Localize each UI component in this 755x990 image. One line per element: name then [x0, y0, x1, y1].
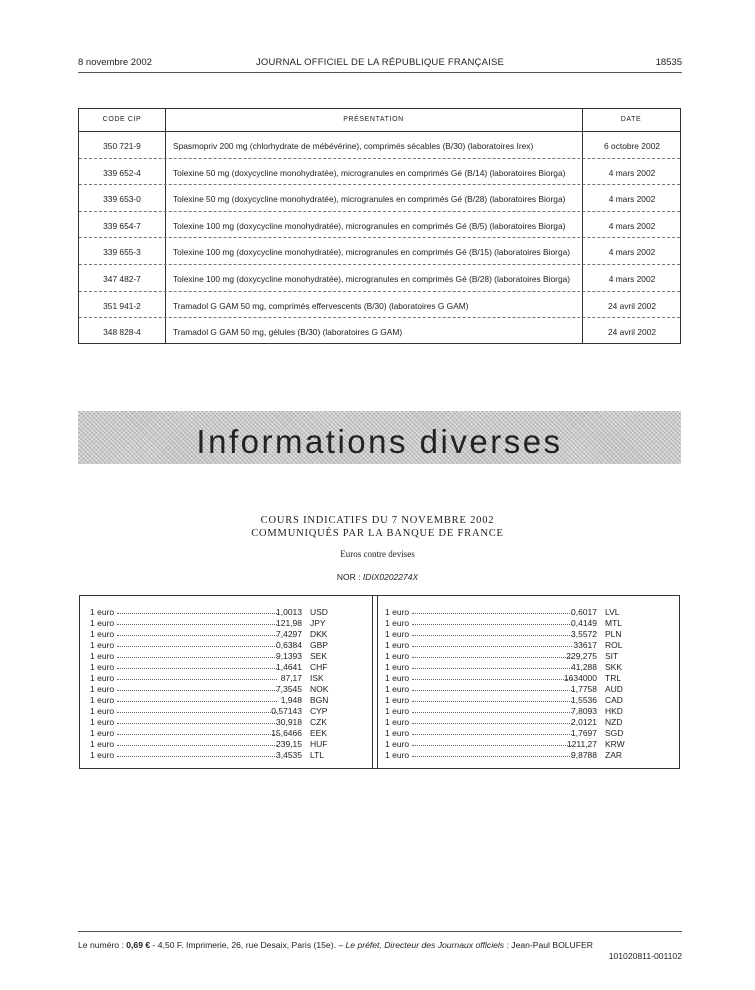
rate-value: 15,6466	[271, 728, 302, 738]
cell-presentation: Tolexine 50 mg (doxycycline monohydratée), microgranules en comprimés Gé (B/28) (laboratoires Biorga)	[173, 194, 566, 205]
table-row	[79, 294, 680, 318]
currency-code: ISK	[310, 673, 324, 683]
list-item	[90, 739, 370, 750]
currency-code: MTL	[605, 618, 622, 628]
cell-presentation: Tolexine 100 mg (doxycycline monohydratée), microgranules en comprimés Gé (B/28) (laboratoires Biorga)	[173, 274, 571, 284]
rate-label: 1 euro	[385, 684, 410, 694]
cell-code-cip: 339 654-7	[103, 220, 141, 231]
list-item	[385, 640, 665, 651]
rate-label: 1 euro	[385, 717, 410, 727]
list-item	[90, 706, 370, 717]
cell-date: 4 mars 2002	[608, 274, 656, 284]
list-item	[90, 750, 370, 761]
list-item	[90, 662, 370, 673]
currency-code: CAD	[605, 695, 623, 705]
rate-value: 1,4641	[276, 662, 302, 672]
rate-value: 9,1393	[276, 651, 302, 661]
list-item	[90, 618, 370, 629]
table-row	[79, 161, 680, 185]
footer-code: 101020811-001102	[608, 951, 682, 961]
currency-code: GBP	[310, 640, 328, 650]
rate-label: 1 euro	[90, 728, 115, 738]
nor-reference	[0, 572, 755, 582]
cell-date: 24 avril 2002	[608, 300, 656, 311]
row-separator	[79, 264, 680, 265]
currency-code: PLN	[605, 629, 622, 639]
currency-code: SEK	[310, 651, 328, 661]
section-banner	[78, 411, 681, 464]
currency-code: CYP	[310, 706, 328, 716]
table-row	[79, 214, 680, 238]
currency-code: LVL	[605, 607, 620, 617]
table-row	[79, 267, 680, 291]
rate-value: 121,98	[276, 618, 302, 628]
currency-code: JPY	[310, 618, 326, 628]
rate-label: 1 euro	[385, 706, 410, 716]
rate-label: 1 euro	[385, 739, 410, 749]
row-separator	[79, 291, 680, 292]
currency-code: LTL	[310, 750, 325, 760]
currency-code: TRL	[605, 673, 622, 683]
rate-label: 1 euro	[90, 695, 115, 705]
rate-value: 1211,27	[566, 739, 597, 749]
table-row	[79, 240, 680, 264]
rate-value: 1,7697	[571, 728, 597, 738]
rate-value: 2,0121	[571, 717, 597, 727]
rate-label: 1 euro	[385, 640, 410, 650]
cell-date: 6 octobre 2002	[604, 141, 660, 151]
currency-code: USD	[310, 607, 328, 617]
rate-label: 1 euro	[385, 607, 410, 617]
cell-date: 4 mars 2002	[608, 194, 656, 205]
list-item	[385, 717, 665, 728]
rate-value: 3,5572	[571, 629, 597, 639]
rate-value: 3,4535	[276, 750, 302, 760]
rate-label: 1 euro	[90, 629, 115, 639]
cell-date: 24 avril 2002	[608, 327, 656, 338]
cell-presentation: Tolexine 100 mg (doxycycline monohydratée), microgranules en comprimés Gé (B/5) (laboratoires Biorga)	[173, 220, 566, 231]
page-number: 18535	[655, 57, 682, 68]
rate-label: 1 euro	[385, 673, 410, 683]
rate-value: 41,288	[571, 662, 597, 672]
rate-value: 1,0013	[276, 607, 302, 617]
cell-code-cip: 350 721-9	[103, 141, 141, 151]
rate-value: 229,275	[566, 651, 597, 661]
rate-value: 87,17	[280, 673, 302, 683]
cell-code-cip: 339 653-0	[103, 194, 141, 205]
currency-code: ROL	[605, 640, 623, 650]
cell-code-cip: 347 482-7	[103, 274, 141, 284]
header-separator	[79, 131, 680, 132]
rate-label: 1 euro	[90, 739, 115, 749]
currency-code: CHF	[310, 662, 328, 672]
footer-director-name: : Jean-Paul BOLUFER	[504, 940, 593, 950]
currency-code: BGN	[310, 695, 329, 705]
footer-prefix: Le numéro :	[78, 940, 124, 950]
cell-presentation: Tramadol G GAM 50 mg, comprimés effervescents (B/30) (laboratoires G GAM)	[173, 300, 469, 311]
cell-date: 4 mars 2002	[608, 247, 656, 258]
currency-code: HKD	[605, 706, 623, 716]
currency-code: SKK	[605, 662, 623, 672]
rate-value: 239,15	[276, 739, 302, 749]
nor-code: IDIX0202274X	[362, 572, 419, 582]
rate-label: 1 euro	[385, 695, 410, 705]
list-item	[90, 640, 370, 651]
currency-code: EEK	[310, 728, 328, 738]
page-footer	[78, 940, 682, 950]
cell-code-cip: 339 655-3	[103, 247, 141, 258]
currency-code: KRW	[605, 739, 625, 749]
exchange-rates-table	[79, 595, 680, 769]
rates-title: COURS INDICATIFS DU 7 NOVEMBRE 2002	[260, 515, 495, 526]
list-item	[385, 695, 665, 706]
row-separator	[79, 158, 680, 159]
rate-value: 7,8093	[571, 706, 597, 716]
rate-label: 1 euro	[385, 629, 410, 639]
list-item	[90, 651, 370, 662]
list-item	[90, 728, 370, 739]
cell-presentation: Tolexine 100 mg (doxycycline monohydratée), microgranules en comprimés Gé (B/15) (laboratoires Biorga)	[173, 247, 571, 258]
rate-label: 1 euro	[385, 618, 410, 628]
list-item	[385, 651, 665, 662]
header-code-cip: CODE CIP	[102, 116, 142, 123]
list-item	[90, 607, 370, 618]
list-item	[385, 728, 665, 739]
header-rule	[78, 72, 682, 73]
cip-table	[78, 108, 681, 344]
cell-presentation: Tolexine 50 mg (doxycycline monohydratée), microgranules en comprimés Gé (B/14) (laboratoires Biorga)	[173, 167, 566, 178]
rate-label: 1 euro	[385, 651, 410, 661]
rates-column-right	[385, 607, 665, 761]
nor-label: NOR :	[336, 572, 361, 582]
rate-value: 9,8788	[571, 750, 597, 760]
header-presentation: PRÉSENTATION	[343, 116, 404, 123]
header-date: 8 novembre 2002	[78, 57, 152, 68]
list-item	[90, 717, 370, 728]
banner-title: Informations diverses	[196, 423, 563, 460]
rate-value: 30,918	[276, 717, 302, 727]
rate-label: 1 euro	[385, 662, 410, 672]
rate-value: 0,57143	[271, 706, 302, 716]
list-item	[385, 739, 665, 750]
currency-code: SIT	[605, 651, 619, 661]
table-row	[79, 320, 680, 344]
header-date: DATE	[620, 116, 642, 123]
currency-code: CZK	[310, 717, 327, 727]
cell-presentation: Spasmopriv 200 mg (chlorhydrate de mébévérine), comprimés sécables (B/30) (laboratoires Irex)	[173, 141, 534, 151]
column-double-divider	[372, 596, 378, 768]
table-row	[79, 134, 680, 158]
rate-label: 1 euro	[90, 607, 115, 617]
footer-director-title: Le préfet, Directeur des Journaux officiels	[345, 940, 505, 950]
currency-code: SGD	[605, 728, 624, 738]
row-separator	[79, 317, 680, 318]
list-item	[385, 629, 665, 640]
cell-presentation: Tramadol G GAM 50 mg, gélules (B/30) (laboratoires G GAM)	[173, 327, 403, 338]
list-item	[90, 684, 370, 695]
currency-code: NZD	[605, 717, 623, 727]
rate-value: 33617	[573, 640, 597, 650]
footer-rule	[78, 931, 682, 932]
list-item	[90, 629, 370, 640]
list-item	[385, 607, 665, 618]
footer-price: 0,69 €	[126, 940, 151, 950]
rates-subtitle-bank: COMMUNIQUÉS PAR LA BANQUE DE FRANCE	[251, 528, 504, 539]
rate-value: 0,4149	[571, 618, 597, 628]
rate-value: 7,4297	[276, 629, 302, 639]
currency-code: ZAR	[605, 750, 622, 760]
row-separator	[79, 237, 680, 238]
rate-label: 1 euro	[90, 684, 115, 694]
journal-title: JOURNAL OFFICIEL DE LA RÉPUBLIQUE FRANÇAISE	[255, 57, 505, 68]
rate-label: 1 euro	[90, 640, 115, 650]
rate-label: 1 euro	[90, 651, 115, 661]
currency-code: AUD	[605, 684, 623, 694]
footer-printer: - 4,50 F. Imprimerie, 26, rue Desaix, Paris (15e). –	[150, 940, 346, 950]
currency-code: HUF	[310, 739, 328, 749]
rate-label: 1 euro	[90, 673, 115, 683]
page-header	[78, 57, 682, 71]
rate-label: 1 euro	[90, 618, 115, 628]
row-separator	[79, 184, 680, 185]
cell-date: 4 mars 2002	[608, 167, 656, 178]
list-item	[385, 662, 665, 673]
rate-value: 1634000	[563, 673, 597, 683]
rate-value: 1,7758	[571, 684, 597, 694]
cell-code-cip: 339 652-4	[103, 167, 141, 178]
cell-code-cip: 351 941-2	[103, 300, 141, 311]
list-item	[385, 706, 665, 717]
currency-code: NOK	[310, 684, 329, 694]
rate-label: 1 euro	[385, 750, 410, 760]
rates-column-left	[90, 607, 370, 761]
cell-date: 4 mars 2002	[608, 220, 656, 231]
rate-label: 1 euro	[90, 750, 115, 760]
list-item	[90, 695, 370, 706]
rate-value: 1,948	[280, 695, 302, 705]
cell-code-cip: 348 828-4	[103, 327, 141, 338]
list-item	[385, 673, 665, 684]
rate-value: 0,6017	[571, 607, 597, 617]
rate-label: 1 euro	[90, 662, 115, 672]
rate-value: 0,6384	[276, 640, 302, 650]
table-row	[79, 187, 680, 211]
list-item	[385, 684, 665, 695]
rate-label: 1 euro	[90, 706, 115, 716]
rate-value: 1,5536	[571, 695, 597, 705]
rate-label: 1 euro	[90, 717, 115, 727]
list-item	[385, 750, 665, 761]
list-item	[90, 673, 370, 684]
list-item	[385, 618, 665, 629]
rate-label: 1 euro	[385, 728, 410, 738]
rate-value: 7,3545	[276, 684, 302, 694]
currency-code: DKK	[310, 629, 328, 639]
row-separator	[79, 211, 680, 212]
rates-subtitle: Euros contre devises	[340, 549, 415, 559]
